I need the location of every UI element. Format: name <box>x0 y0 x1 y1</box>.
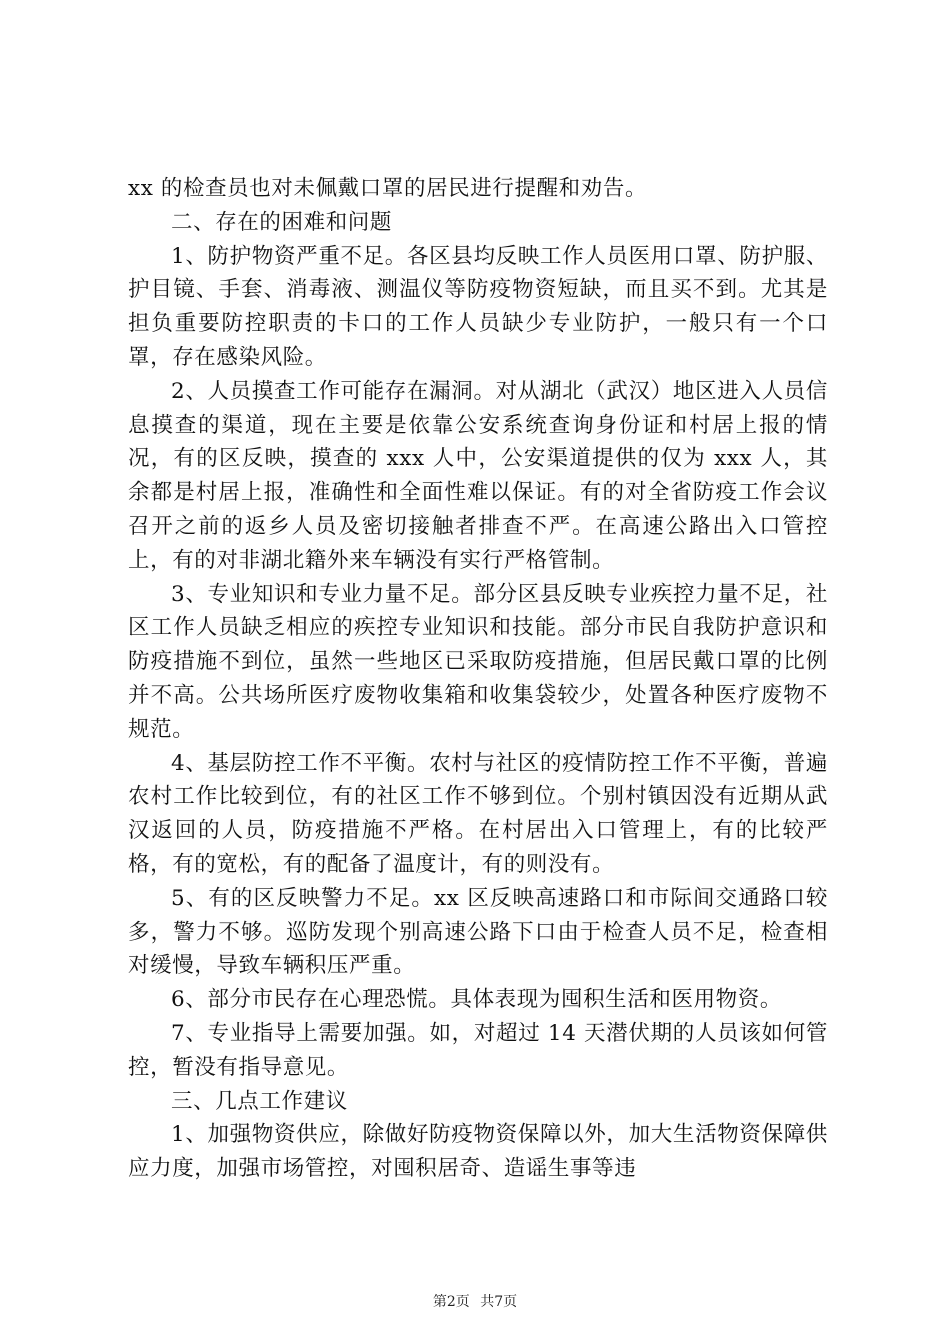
paragraph-problem-7: 7、专业指导上需要加强。如，对超过 14 天潜伏期的人员该如何管控，暂没有指导意见。 <box>128 1020 828 1080</box>
paragraph-problem-3: 3、专业知识和专业力量不足。部分区县反映专业疾控力量不足，社区工作人员缺乏相应的疾控专业知识和技能。部分市民自我防护意识和防疫措施不到位，虽然一些地区已采取防疫措施，但居民戴口罩的比例并不高。公共场所医疗废物收集箱和收集袋较少，处置各种医疗废物不规范。 <box>128 581 828 742</box>
page-number: 第2页 <box>432 1294 470 1310</box>
page-footer <box>0 1293 950 1311</box>
paragraph-continuation: xx 的检查员也对未佩戴口罩的居民进行提醒和劝告。 <box>128 176 648 201</box>
paragraph-problem-1: 1、防护物资严重不足。各区县均反映工作人员医用口罩、防护服、护目镜、手套、消毒液、测温仪等防疫物资短缺，而且买不到。尤其是担负重要防控职责的卡口的工作人员缺少专业防护，一般只有一个口罩，存在感染风险。 <box>128 243 828 370</box>
paragraph-problem-6: 6、部分市民存在心理恐慌。具体表现为囤积生活和医用物资。 <box>171 987 782 1013</box>
paragraph-problem-5: 5、有的区反映警力不足。xx 区反映高速路口和市际间交通路口较多，警力不够。巡防发现个别高速公路下口由于检查人员不足，检查相对缓慢，导致车辆积压严重。 <box>128 885 828 979</box>
paragraph-suggestion-1: 1、加强物资供应，除做好防疫物资保障以外，加大生活物资保障供应力度，加强市场管控，对囤积居奇、造谣生事等违 <box>128 1122 828 1182</box>
document-body <box>128 172 828 1186</box>
section-heading-suggestions: 三、几点工作建议 <box>171 1088 348 1114</box>
paragraph-problem-4: 4、基层防控工作不平衡。农村与社区的疫情防控工作不平衡，普遍农村工作比较到位，有的社区工作不够到位。个别村镇因没有近期从武汉返回的人员，防疫措施不严格。在村居出入口管理上，有的比较严格，有的宽松，有的配备了温度计，有的则没有。 <box>128 750 828 877</box>
paragraph-problem-2: 2、人员摸查工作可能存在漏洞。对从湖北（武汉）地区进入人员信息摸查的渠道，现在主要是依靠公安系统查询身份证和村居上报的情况，有的区反映，摸查的 xxx 人中，公安渠道提供的仅为 xxx 人，其余都是村居上报，准确性和全面性难以保证。有的对全省防疫工作会议召开之前的返乡人员及密切接触者排查不严。在高速公路出入口管控上，有的对非湖北籍外来车辆没有实行严格管制。 <box>128 378 828 573</box>
section-heading-problems: 二、存在的困难和问题 <box>171 209 393 235</box>
page-total: 共7页 <box>480 1294 518 1310</box>
